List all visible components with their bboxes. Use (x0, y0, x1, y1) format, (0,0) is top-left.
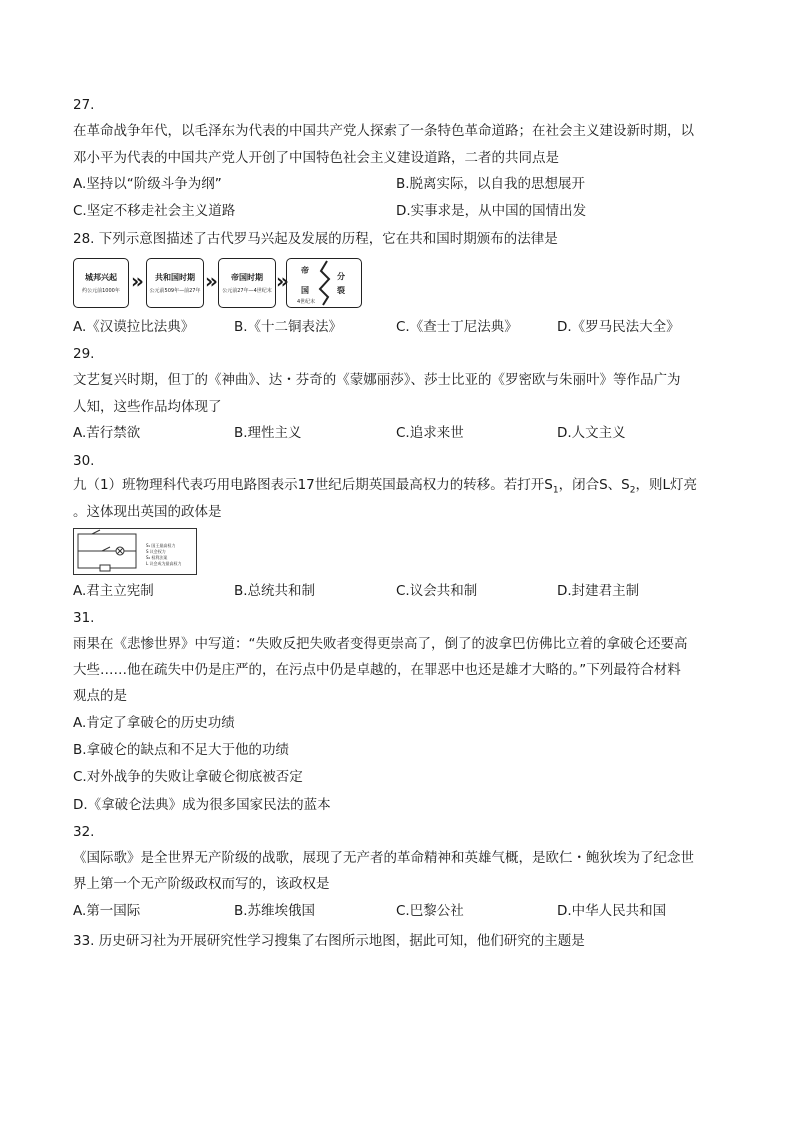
split-date: 4世纪末 (297, 299, 316, 305)
q31-stem-line2: 大些……他在疏失中仍是庄严的，在污点中仍是卓越的，在罪恶中也还是雄才大略的。”下列最符合材料 (73, 662, 681, 678)
rome-timeline-figure (73, 258, 373, 308)
circuit-legend-item: S 议会权力 (146, 549, 166, 554)
q27-number: 27. (73, 97, 95, 113)
timeline-stage-empire (218, 258, 276, 308)
timeline-stage-date: 公元前27年—4世纪末 (222, 288, 272, 294)
q33-stem: 33. 历史研习社为开展研究性学习搜集了右图所示地图，据此可知，他们研究的主题是 (73, 933, 585, 949)
q30-option-c: C.议会共和制 (396, 583, 478, 599)
q30-option-d: D.封建君主制 (557, 583, 640, 599)
timeline-stage-label: 帝国时期 (231, 273, 263, 282)
q31-option-c: C.对外战争的失败让拿破仑彻底被否定 (73, 769, 303, 785)
q28-option-c: C.《查士丁尼法典》 (396, 319, 518, 335)
q31-option-d: D.《拿破仑法典》成为很多国家民法的蓝本 (73, 797, 331, 813)
q27-option-c: C.坚定不移走社会主义道路 (73, 203, 236, 219)
circuit-wires (74, 529, 196, 574)
q27-option-d: D.实事求是，从中国的国情出发 (396, 203, 587, 219)
q28-option-a: A.《汉谟拉比法典》 (73, 319, 195, 335)
q29-stem-line1: 文艺复兴时期，但丁的《神曲》、达・芬奇的《蒙娜丽莎》、莎士比亚的《罗密欧与朱丽叶》等作品广为 (73, 372, 681, 388)
q32-option-a: A.第一国际 (73, 903, 141, 919)
q27-option-a: A.坚持以“阶级斗争为纲” (73, 176, 222, 192)
q31-number: 31. (73, 610, 95, 626)
q30-number: 30. (73, 453, 95, 469)
q31-stem-line3: 观点的是 (73, 688, 127, 704)
q29-stem-line2: 人知，这些作品均体现了 (73, 399, 222, 415)
q31-stem-line1: 雨果在《悲惨世界》中写道：“失败反把失败者变得更崇高了，倒了的波拿巴仿佛比立着的拿破仑还要高 (73, 636, 688, 652)
q31-option-a: A.肯定了拿破仑的历史功绩 (73, 715, 235, 731)
q30-option-a: A.君主立宪制 (73, 583, 154, 599)
q32-option-d: D.中华人民共和国 (557, 903, 667, 919)
circuit-diagram-figure (73, 528, 197, 575)
timeline-stage-city-state (73, 258, 129, 308)
q28-option-b: B.《十二铜表法》 (234, 319, 343, 335)
q27-option-b: B.脱离实际，以自我的思想展开 (396, 176, 586, 192)
circuit-legend-item: S₂ 权利法案 (146, 555, 168, 560)
q32-option-b: B.苏维埃俄国 (234, 903, 316, 919)
chevron-right-icon: » (205, 269, 218, 293)
q31-option-b: B.拿破仑的缺点和不足大于他的功绩 (73, 742, 290, 758)
q29-option-d: D.人文主义 (557, 425, 626, 441)
timeline-stage-label: 共和国时期 (155, 273, 195, 282)
q29-option-a: A.苦行禁欲 (73, 425, 141, 441)
split-left-bottom: 国 (301, 286, 309, 295)
q27-stem-line2: 邓小平为代表的中国共产党人开创了中国特色社会主义建设道路，二者的共同点是 (73, 150, 559, 166)
q28-stem: 28. 下列示意图描述了古代罗马兴起及发展的历程，它在共和国时期颁布的法律是 (73, 231, 558, 247)
q28-option-d: D.《罗马民法大全》 (557, 319, 680, 335)
q29-option-c: C.追求来世 (396, 425, 464, 441)
q32-stem-line1: 《国际歌》是全世界无产阶级的战歌，展现了无产者的革命精神和英雄气概，是欧仁・鲍狄埃为了纪念世 (73, 850, 694, 866)
q32-stem-line2: 界上第一个无产阶级政权而写的，该政权是 (73, 876, 330, 892)
split-right-bottom: 裂 (337, 286, 345, 295)
chevron-right-icon: » (276, 269, 289, 293)
timeline-stage-date: 公元前509年—前27年 (149, 288, 201, 294)
q29-number: 29. (73, 346, 95, 362)
timeline-stage-label: 城邦兴起 (85, 273, 117, 282)
q29-option-b: B.理性主义 (234, 425, 302, 441)
timeline-stage-split (286, 258, 362, 308)
q30-option-b: B.总统共和制 (234, 583, 316, 599)
split-right-top: 分 (337, 272, 345, 281)
timeline-stage-date: 约公元前1000年 (82, 288, 120, 294)
chevron-right-icon: » (131, 269, 144, 293)
circuit-legend-item: L 议会成为最高权力 (146, 561, 182, 566)
q30-stem-line1: 九（1）班物理科代表巧用电路图表示17世纪后期英国最高权力的转移。若打开$S_1$，闭合S、$S_2$，则L灯亮 (73, 477, 697, 496)
circuit-legend-item: S₁ 国王最高权力 (146, 543, 176, 548)
split-left-top: 帝 (301, 266, 309, 275)
q32-option-c: C.巴黎公社 (396, 903, 464, 919)
timeline-stage-republic (146, 258, 204, 308)
q27-stem-line1: 在革命战争年代，以毛泽东为代表的中国共产党人探索了一条特色革命道路；在社会主义建设新时期，以 (73, 123, 694, 139)
q30-stem-line2: 。这体现出英国的政体是 (73, 504, 222, 520)
q32-number: 32. (73, 824, 95, 840)
